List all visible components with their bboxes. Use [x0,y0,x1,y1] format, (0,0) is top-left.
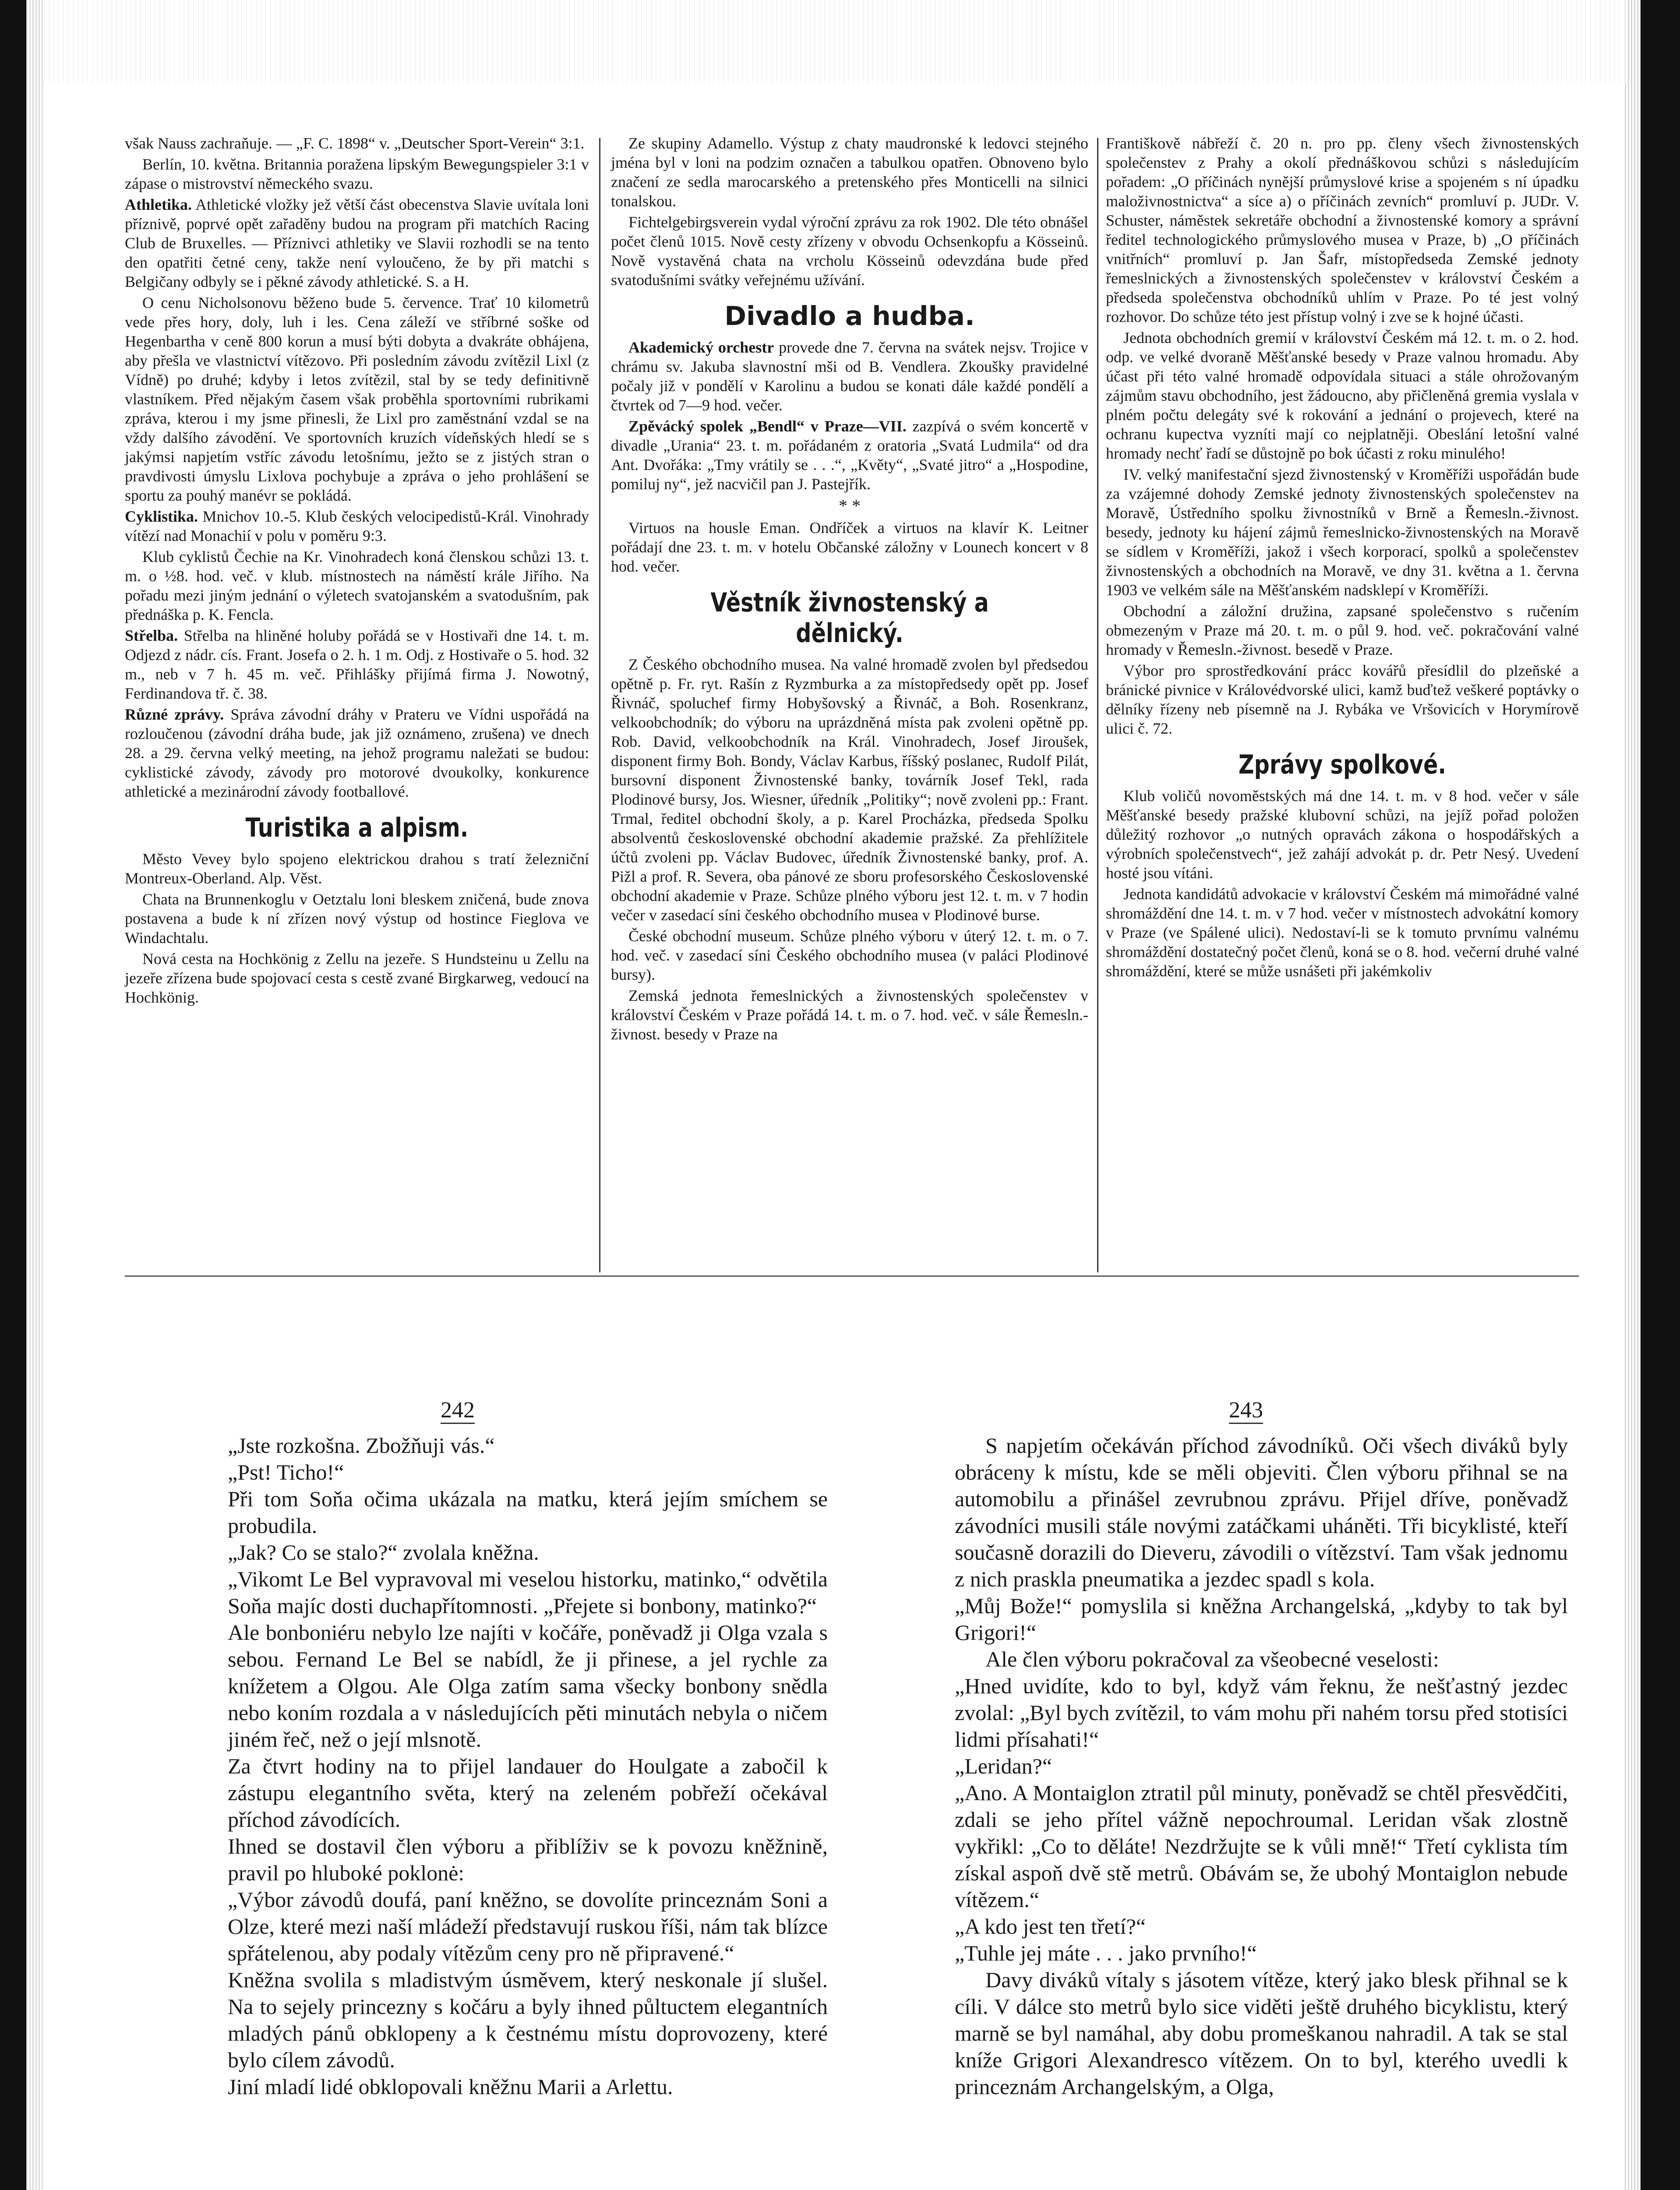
article-paragraph [125,507,589,545]
article-paragraph: České obchodní museum. Schůze plného výboru v úterý 12. t. m. o 7. hod. več. v zasedací síni Českého obchodního musea (v paláci Plodinové bursy). [611,927,1088,983]
article-text: Athletické vložky jež větší část obecenstva Slavie uvítala loni příznivě, poprvé opět zařaděny budou na program při matchích Racing Club de Bruxelles. — Příznivci athletiky ve Slavii rozhodli se na tento den opatřiti četné ceny, takže není vyloučeno, že by při matchi s Belgičany odbyly se i pěkné závody athletické. S. a H. [125,196,589,290]
article-paragraph: Virtuos na housle Eman. Ondříček a virtuos na klavír K. Leitner pořádají dne 23. t. m. v hotelu Občanské záložny v Lounech koncert v 8 hod. večer. [611,519,1088,575]
scan-border-right [1641,0,1680,2190]
paper-edge-left [26,0,44,2190]
article-paragraph: Obchodní a záložní družina, zapsané společenstvo s ručením obmezeným v Praze má 20. t. m. o půl 9. hod. več. pokračování valné hromady v Řemesln.-živnost. besedě v Praze. [1106,602,1579,658]
book-paragraph: „Pst! Ticho!“ [228,1460,344,1484]
article-paragraph: O cenu Nicholsonovu běženo bude 5. července. Trať 10 kilometrů vede přes hory, doly, luh i les. Cena záleží ve stříbrné soške od Hegenbartha v ceně 800 korun a musí býti dobyta a dvakráte obhájena, aby přešla ve vlastnictví vítězovo. Při posledním závodu zvítězil Lixl (z Vídně) po druhé; kdyby i letos zvítězil, stal by se tedy definitivně vlastníkem. Před nějakým časem však proběhla sportovními rubrikami zpráva, kterou i my jsme přinesli, že Lixl pro zaměstnání vzdal se na vždy dalšího závodění. Ve sportovních kruzích vídeňských hledí se s jakýmsi napjetím vstříc závodu letošnímu, ježto se z jistých stran o pravdivosti úmyslu Lixlova pochybuje a zpráva o jeho prohlášení se sportu za pouhý manévr se pokládá. [125,294,589,504]
article-text: Střelba na hliněné holuby pořádá se v Hostivaři dne 14. t. m. Odjezd z nádr. cís. Frant. Josefa o 2. h. 1 m. Odj. z Hostivaře o 5. hod. 32 m., neb v 7 h. 45 m. več. Přihlášky přijímá firma J. Nowotný, Ferdinandova tř. č. 38. [125,627,589,702]
article-paragraph: Ze skupiny Adamello. Výstup z chaty maudronské k ledovci stejného jména byl v loni na podzim označen a tabulkou opatřen. Obnoveno bylo značení ze sedla marocarského a pretenského přes Monticelli na silnici tonalskou. [611,134,1088,210]
section-separator: * * [839,496,861,516]
article-paragraph: Klub voličů novoměstských má dne 14. t. m. v 8 hod. večer v sále Měšťanské besedy pražské klubovní schůzi, na jejíž pořad položen důležitý rozhovor „o nutných opravách zákona o hospodářských a výrobních společenstvech“, jež zahájí advokát p. dr. Petr Nesý. Uvedení hosté jsou vítáni. [1106,787,1579,882]
newspaper-column-2 [611,134,1088,1046]
rubric-label: Střelba. [125,627,178,644]
book-paragraph: Za čtvrt hodiny na to přijel landauer do Houlgate a zabočil k zástupu elegantního světa, který na zeleném pobřeží očekával příchod závodících. [228,1754,828,1832]
bleed-through-top [44,0,1627,83]
article-paragraph: však Nauss zachraňuje. — „F. C. 1898“ v. „Deutscher Sport-Verein“ 3:1. [125,134,585,152]
book-paragraph: Kněžna svolila s mladistvým úsměvem, který neskonale jí slušel. Na to sejely princezny s kočáru a byly ihned půltuctem elegantních mladých pánů obklopeny a k čestnému místu doprovozeny, které bylo cílem závodů. [228,1967,828,2072]
book-paragraph: „Jste rozkošna. Zbožňuji vás.“ [228,1433,495,1458]
article-paragraph [125,626,589,703]
article-paragraph: Berlín, 10. května. Britannia poražena lipským Bewegungspieler 3:1 v zápase o mistrovství německého svazu. [125,155,589,192]
page-number-value: 242 [441,1398,475,1424]
article-paragraph: Chata na Brunnenkoglu v Oetztalu loni bleskem zničená, bude znova postavena a bude k ní zřízen nový výstup od hostince Fieglova ve Windachtalu. [125,890,589,947]
book-page-left [228,1432,828,2100]
book-paragraph: Ihned se dostavil člen výboru a přiblíživ se k povozu kněžnině, pravil po hluboké poklonė: [228,1834,828,1885]
article-paragraph: Jednota obchodních gremií v království Českém má 12. t. m. o 2. hod. odp. ve velké dvoraně Měšťanské besedy v Praze valnou hromadu. Aby účast při této valné hromadě odpovídala situaci a stále ohrožovaným zájmům stavu obchodního, jest žádoucno, aby přičleněná gremia vyslala v plném počtu delegáty své k rokování a jednání o projevech, které na ochranu kupectva vyzníti mají co nejplatněji. Obeslání letošní valné hromady nechť řadí se důstojně po bok účasti z roku minulého! [1106,329,1579,462]
book-page-right [955,1432,1568,2100]
book-paragraph: „Leridan?“ [955,1754,1052,1778]
article-paragraph: Nová cesta na Hochkönig z Zellu na jezeře. S Hundsteinu u Zellu na jezeře zřízena bude spojovací cesta s cestě zvané Birgkarweg, vedoucí na Hochkönig. [125,950,589,1006]
book-paragraph: „Vikomt Le Bel vypravoval mi veselou historku, matinko,“ odvětila Soňa majíc dosti duchapřítomnosti. „Přejete si bonbony, matinko?“ [228,1567,828,1618]
book-paragraph: „Tuhle jej máte . . . jako prvního!“ [955,1941,1257,1965]
rubric-label: Athletika. [125,196,192,213]
article-paragraph: IV. velký manifestační sjezd živnostenský v Kroměříži uspořádán bude za vzájemné dohody Zemské jednoty živnostenských společenstev na Moravě, Ústředního spolku živnostníků v Brně a Řemesln.-živnost. besedy, jednoty ku hájení zájmů řemeslnicko-živnostenských na Moravě se sídlem v Kroměříži, jakož i všech korporací, spolků a společenstev živnostenských a obchodních na Moravě, ve dny 31. května a 1. června 1903 ve velkém sále na Měšťanském nadsklepí v Kroměříži. [1106,466,1579,599]
book-paragraph: Ale člen výboru pokračoval za všeobecné veselosti: [985,1647,1439,1671]
section-heading: Turistika a alpism. [245,812,469,843]
article-paragraph: Jednota kandidátů advokacie v království Českém má mimořádné valné shromáždění dne 14. t. m. v 7 hod. večer v místnostech advokátní komory v Praze (ve Spálené ulici). Nedostaví-li se k tomuto prvnímu valnému shromáždění dostatečný počet členů, koná se o 8. hod. večerní druhé valné shromáždění, které se může usnášeti při jakémkoliv [1106,885,1579,980]
article-paragraph: Výbor pro sprostředkování prácc kovářů přesídlil do plzeňské a bránické pivnice v Královédvorské ulici, kamž buďtež veškeré poptávky o dělníky řízeny neb písemně na J. Rybáka ve Vršovicích v Horymírově ulici č. 72. [1106,662,1579,737]
book-paragraph: Davy diváků vítaly s jásotem vítěze, který jako blesk přihnal se k cíli. V dálce sto metrů bylo sice viděti ještě druhého bicyklistu, který marně se byl namáhal, aby dobu promeškanou nahradil. A tak se stal kníže Grigori Alexandresco vítězem. On to byl, kterého uvedli k princeznám Archangelským, a Olga, [955,1967,1568,2099]
book-paragraph: S napjetím očekáván příchod závodníků. Oči všech diváků byly obráceny k místu, kde se měli objeviti. Člen výboru přihnal se na automobilu a přinášel zevrubnou zprávu. Přijel dříve, poněvadž závodníci musili stále novými zatáčkami uháněti. Tři bicyklisté, kteří současně dorazili do Dieveru, závodili o vítězství. Tam však jednomu z nich praskla pneumatika a jezdec spadl s kola. [955,1433,1568,1591]
column-rule [1097,138,1098,1272]
book-paragraph: „Ano. A Montaiglon ztratil půl minuty, poněvadž se chtěl přesvědčiti, zdali se jeho přítel vážně nepochroumal. Leridan však zlostně vykřikl: „Co to děláte! Nezdržujte se k vůli mně!“ Třetí cyklista tím získal aspoň dvě stě metrů. Obávám se, že ubohý Montaiglon nebude vítězem.“ [955,1780,1568,1912]
book-paragraph: „Hned uvidíte, kdo to byl, když vám řeknu, že nešťastný jezdec zvolal: „Byl bych zvítězil, to vám mohu při nahém torsu před stotisíci lidmi přísahati!“ [955,1674,1568,1752]
page-number-value: 243 [1229,1398,1263,1424]
book-paragraph: Při tom Soňa očima ukázala na matku, která jejím smíchem se probudila. [228,1487,828,1538]
page-number-right [1202,1397,1290,1424]
book-paragraph: „Výbor závodů doufá, paní kněžno, se dovolíte princeznám Soni a Olze, které mezi naší mládeží představují ruskou říši, nám tak blízce spřátelenou, aby podaly vítězům ceny pro ně připravené.“ [228,1887,828,1965]
article-paragraph: Zemská jednota řemeslnických a živnostenských společenstev v království Českém v Praze pořádá 14. t. m. o 7. hod. več. v sále Řemesln.-živnost. besedy v Praze na [611,987,1088,1043]
page-number-left [414,1397,501,1424]
article-text: Správa závodní dráhy v Prateru ve Vídni uspořádá na rozloučenou (závodní dráha bude, jak již oznámeno, zrušena) ve dnech 28. a 29. června velký meeting, na jehož programu naležati se budou: cyklistické závody, závody pro motorové dvoukolky, konkurence athletické a mezinárodní závody footballové. [125,706,589,800]
article-paragraph: Klub cyklistů Čechie na Kr. Vinohradech koná členskou schůzi 13. t. m. o ½8. hod. več. v klub. místnostech na náměstí krále Jiřího. Na pořadu mezi jiným jednání o výletech svatojanském a svatodušním, pak přednáška p. K. Fencla. [125,548,589,623]
section-heading: Věstník živnostenský a dělnický. [710,587,989,649]
newspaper-column-3 [1106,134,1579,982]
article-paragraph [611,338,1088,415]
newspaper-column-1 [125,134,589,1009]
rubric-label: Cyklistika. [125,508,198,525]
article-paragraph [125,705,589,801]
section-heading: Zprávy spolkové. [1238,749,1447,780]
rubric-label: Akademický orchestr [628,339,774,356]
book-paragraph: Jiní mladí lidé obklopovali kněžnu Marii a Arlettu. [228,2074,673,2099]
paper-edge-right [1623,0,1641,2190]
column-rule [599,138,600,1272]
scan-border-left [0,0,26,2190]
article-text: provede dne 7. června na svátek nejsv. Trojice v chrámu sv. Jakuba slavnostní mši od B. Vendlera. Zkoušky pravidelné počaly již v pondělí v Karolinu a budou se konati dále každé pondělí a čtvrtek od 7—9 hod. večer. [611,339,1088,414]
article-paragraph: Z Českého obchodního musea. Na valné hromadě zvolen byl předsedou opětně p. Fr. ryt. Rašín z Ryzmburka a za místopředsedy opět pp. Josef Řivnáč, spoluchef firmy Hobyšovský a Řivnáč, a Boh. Rosenkranz, velkoobchodník; do výboru na uprázdněná místa pak zvoleni opětně pp. Rob. David, velkoobchodník na Král. Vinohradech, Josef Jiroušek, disponent firmy Boh. Bondy, Václav Karbus, říšský poslanec, Rudolf Pilát, bursovní disponent Živnostenské banky, továrník Josef Tekl, rada Plodinové bursy, Jos. Wiesner, úředník „Politiky“; nově zvoleni pp.: Frant. Trmal, ředitel obchodní školy, a p. Karel Procházka, předseda Spolku absolventů československé obchodní akademie pražské. Za přehlížitele účtů zvoleni pp. Václav Budovec, úředník Živnostenské banky, prof. A. Pižl a prof. R. Severa, oba pánové ze sboru profesorského Československé obchodní akademie v Praze. Schůze plného výboru jest 12. t. m. v 7 hodin večer v zasedací síni českého obchodního musea v Plodinové burse. [611,656,1088,924]
article-text: zazpívá o svém koncertě v divadle „Urania“ 23. t. m. pořádaném z oratoria „Svatá Ludmila“ od dra Ant. Dvořáka: „Tmy vrátily se . . .“, „Květy“, „Svaté jitro“ a „Hospodine, pomiluj ny“, jež nacvičil pan J. Pastejřík. [611,417,1088,493]
book-paragraph: „Můj Bože!“ pomyslila si kněžna Archangelská, „kdyby to tak byl Grigori!“ [955,1593,1568,1645]
article-paragraph [611,417,1088,494]
article-paragraph [125,195,589,291]
book-paragraph: „A kdo jest ten třetí?“ [955,1914,1146,1939]
book-paragraph: Ale bonboniéru nebylo lze najíti v kočáře, poněvadž ji Olga vzala s sebou. Fernand Le Bel se nabídl, že ji přinese, a jel rychle za knížetem a Olgou. Ale Olga zatím sama všecky bonbony snědla nebo koním rozdala a v následujících pěti minutách nebyla o ničem jiném řeč, než o její mlsnotě. [228,1620,828,1752]
article-paragraph: Františkově nábřeží č. 20 n. pro pp. členy všech živnostenských společenstev z Prahy a okolí přednáškovou schůzi s následujícím pořadem: „O příčinách nynější průmyslové krise a spojeném s ní úpadku maloživnostnictva“ a síce a) o příčinách zevních“ promluví p. JUDr. V. Schuster, náměstek sekretáře obchodní a živnostenské komory a správní ředitel technologického průmyslového musea v Praze, b) „O příčinách vnitřních“ promluví p. Jan Šafr, místopředseda Zemské jednoty řemeslnických a živnostenských společenstev v království Českém a předseda společenstva obchodníků uhlím v Praze. Po té jest volný rozhovor. Do schůze této jest přístup volný i zve se k hojné účasti. [1106,134,1579,325]
newspaper-bottom-rule [125,1275,1579,1277]
rubric-label: Různé zprávy. [125,706,224,723]
section-heading: Divadlo a hudba. [724,301,975,332]
article-paragraph: Město Vevey bylo spojeno elektrickou drahou s tratí železniční Montreux-Oberland. Alp. Věst. [125,850,589,887]
book-paragraph: „Jak? Co se stalo?“ zvolala kněžna. [228,1540,539,1565]
article-paragraph: Fichtelgebirgsverein vydal výroční zprávu za rok 1902. Dle této obnášel počet členů 1015. Nově cesty zřízeny v obvodu Ochsenkopfu a Kösseinů. Nově vystavěná chata na vrcholu Kösseinů odevzdána bude před svatodušními svátky veřejnému užívání. [611,213,1088,289]
article-text: Mnichov 10.-5. Klub českých velocipedistů-Král. Vinohrady vítězí nad Monachií v polu v poměru 9:3. [125,508,589,544]
rubric-label: Zpěvácký spolek „Bendl“ v Praze—VII. [628,417,907,435]
